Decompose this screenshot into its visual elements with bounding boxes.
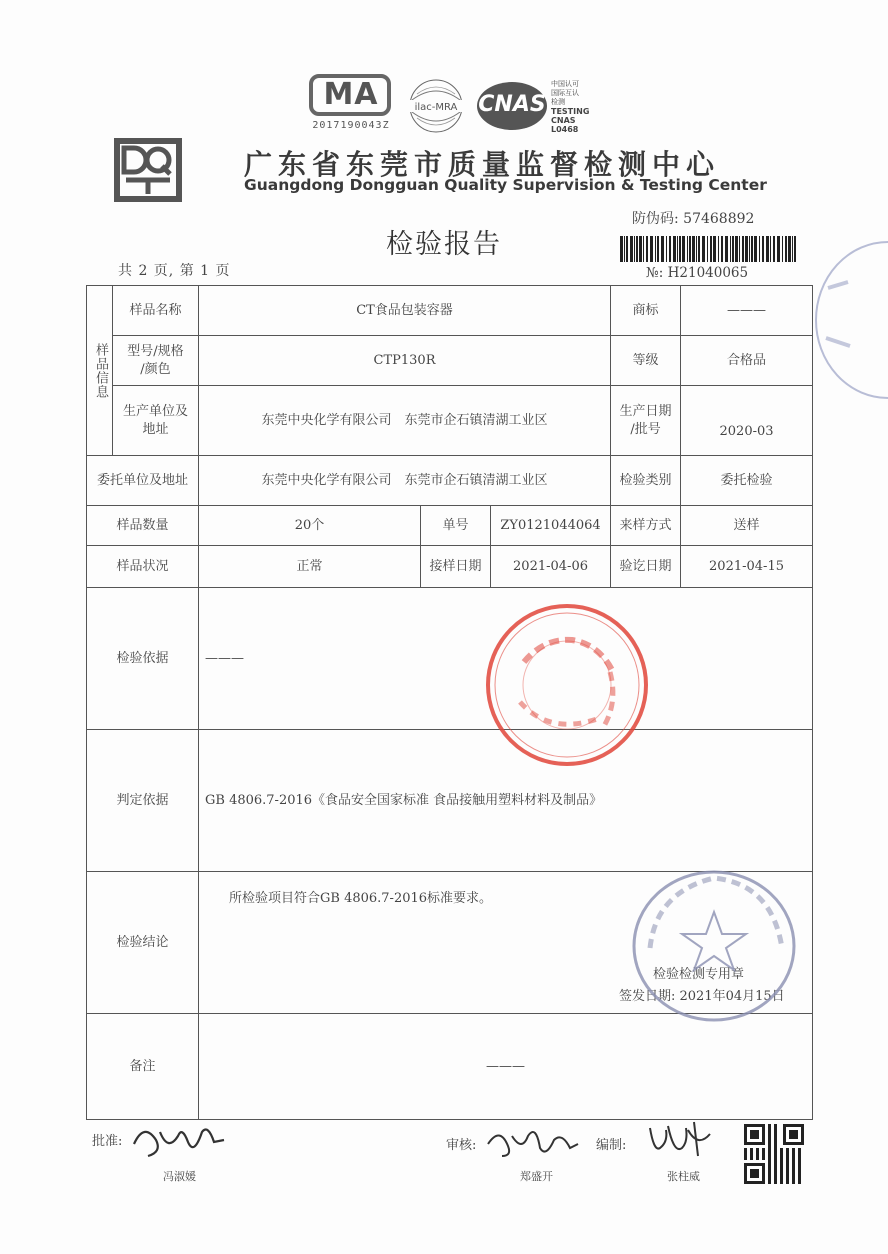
qr-module [798,1154,801,1157]
cma-logo-text: MA [323,77,379,112]
barcode-bar [751,236,753,262]
anti-fake-code: 防伪码: 57468892 [632,211,755,227]
qr-module [774,1139,777,1142]
producer-value: 东莞中央化学有限公司 东莞市企石镇清湖工业区 [199,386,611,456]
qr-module [774,1178,777,1181]
barcode-bar [739,236,740,262]
approve-name: 冯淑媛 [163,1170,196,1183]
qr-module [768,1172,771,1175]
qr-module [774,1163,777,1166]
order-no-label: 单号 [421,506,491,546]
qr-module [750,1148,753,1151]
barcode-bar [692,236,695,262]
issuer-value: 检验检测专用章 [653,967,745,982]
qr-module [780,1181,783,1184]
barcode-bar [687,236,688,262]
prod-date-label-line-1: 生产日期 [619,403,672,419]
company-seal [484,602,650,768]
compile-label: 编制: [596,1138,627,1153]
barcode-bar [794,236,796,262]
qr-module [774,1145,777,1148]
qr-module [768,1130,771,1133]
qr-module [744,1151,747,1154]
barcode-bar [634,236,635,262]
cnas-side-line: 国际互认 [551,89,579,97]
qr-module [744,1157,747,1160]
barcode-bar [677,236,678,262]
table-row [87,506,813,546]
qr-module [798,1160,801,1163]
barcode-bar [785,236,787,262]
qr-module [750,1157,753,1160]
qr-module [792,1154,795,1157]
barcode-bar [666,236,667,262]
qr-module [762,1151,765,1154]
qr-module [792,1172,795,1175]
qr-module [774,1151,777,1154]
table-row [87,730,813,872]
qr-module [774,1169,777,1172]
qr-module [786,1166,789,1169]
sample-name-label: 样品名称 [113,286,199,336]
qr-module [768,1136,771,1139]
qr-module [798,1148,801,1151]
qr-module [768,1154,771,1157]
cnas-side-line: CNAS L0468 [551,116,579,134]
ilac-logo-text: ilac-MRA [414,102,458,113]
barcode-bar [639,236,642,262]
report-number: №: H21040065 [646,265,749,281]
barcode-bar [650,236,653,262]
client-value: 东莞中央化学有限公司 东莞市企石镇清湖工业区 [199,456,611,506]
partial-seal [808,238,888,402]
barcode-bar [626,236,628,262]
table-row [87,546,813,588]
qr-module [786,1181,789,1184]
judge-value: GB 4806.7-2016《食品安全国家标准 食品接触用塑料材料及制品》 [199,730,813,872]
qr-module [774,1160,777,1163]
qr-module [786,1172,789,1175]
qr-module [768,1124,771,1127]
qr-module [780,1157,783,1160]
grade-value: 合格品 [681,336,813,386]
model-value: CTP130R [199,336,611,386]
barcode-bar [636,236,638,262]
table-row [87,386,813,456]
qr-module [792,1148,795,1151]
barcode-bar [792,236,793,262]
qr-module [774,1133,777,1136]
barcode [620,236,800,262]
qr-module [780,1175,783,1178]
basis-value: ——— [199,588,813,730]
approve-signature [130,1118,230,1162]
cnas-side-line: TESTING [551,107,590,116]
qr-module [780,1172,783,1175]
barcode-bar [759,236,760,262]
qr-module [780,1148,783,1151]
dqt-logo [112,136,184,204]
center-name-en: Guangdong Dongguan Quality Supervision & Testing Center [244,176,767,194]
qr-module [786,1148,789,1151]
qr-module [798,1178,801,1181]
qr-module [774,1136,777,1139]
qr-module [786,1169,789,1172]
qr-module [786,1163,789,1166]
table-row [87,1014,813,1120]
qr-module [768,1169,771,1172]
barcode-bar [762,236,764,262]
barcode-bar [689,236,691,262]
barcode-bar [630,236,633,262]
qr-finder [750,1130,759,1139]
qr-module [768,1157,771,1160]
qr-module [792,1166,795,1169]
certification-logos [305,74,605,138]
finish-date-label: 验讫日期 [611,546,681,588]
cnas-logo [477,78,605,134]
status-value: 正常 [199,546,421,588]
qr-module [768,1148,771,1151]
qr-module [792,1160,795,1163]
prod-date-label-line-2: /批号 [630,421,661,437]
barcode-bar [766,236,769,262]
test-type-value: 委托检验 [681,456,813,506]
barcode-bar [669,236,671,262]
prod-date-value: 2020-03 [681,386,813,456]
table-row [87,456,813,506]
qr-module [768,1160,771,1163]
barcode-bar [673,236,676,262]
qr-module [768,1133,771,1136]
qr-module [774,1142,777,1145]
qr-module [768,1139,771,1142]
qr-module [756,1154,759,1157]
barcode-bar [646,236,648,262]
sampling-value: 送样 [681,506,813,546]
qr-module [774,1166,777,1169]
qr-module [786,1160,789,1163]
qr-module [768,1163,771,1166]
qr-module [798,1181,801,1184]
model-label-line-2: /颜色 [140,361,171,377]
qr-module [786,1175,789,1178]
qr-module [792,1169,795,1172]
compile-name: 张柱威 [667,1170,700,1183]
center-name-cn: 广东省东莞市质量监督检测中心 [244,148,721,181]
qr-module [774,1130,777,1133]
ilac-mra-logo [407,78,465,134]
barcode-bar [730,236,731,262]
sample-name-value: CT食品包装容器 [199,286,611,336]
qr-module [768,1175,771,1178]
qr-module [792,1175,795,1178]
qr-module [768,1151,771,1154]
qr-module [768,1166,771,1169]
qr-module [762,1157,765,1160]
barcode-bar [725,236,728,262]
client-label: 委托单位及地址 [87,456,199,506]
qr-module [780,1154,783,1157]
producer-label-line-1: 生产单位及 [122,403,188,419]
qr-module [798,1157,801,1160]
qr-module [768,1181,771,1184]
qr-module [786,1151,789,1154]
barcode-bar [710,236,712,262]
qr-module [774,1124,777,1127]
qr-module [798,1151,801,1154]
qr-module [774,1148,777,1151]
qr-module [762,1148,765,1151]
barcode-bar [620,236,623,262]
qr-module [774,1181,777,1184]
report-title: 检验报告 [386,229,502,260]
barcode-bar [773,236,775,262]
barcode-bar [721,236,723,262]
qr-module [798,1172,801,1175]
finish-date-value: 2021-04-15 [681,546,813,588]
model-label-cell [113,336,199,386]
quantity-value: 20个 [199,506,421,546]
qr-module [774,1172,777,1175]
page-count: 共 2 页, 第 1 页 [118,263,231,279]
barcode-bar [718,236,719,262]
cnas-side-line: 检测 [551,98,565,106]
qr-module [768,1178,771,1181]
qr-module [762,1154,765,1157]
judge-label: 判定依据 [87,730,199,872]
test-type-label: 检验类别 [611,456,681,506]
barcode-bar [655,236,656,262]
qr-module [780,1169,783,1172]
barcode-bar [707,236,708,262]
qr-module [774,1157,777,1160]
review-signature [484,1124,584,1160]
barcode-bar [657,236,659,262]
cma-logo [305,74,397,138]
qr-module [792,1178,795,1181]
qr-module [792,1181,795,1184]
grade-label: 等级 [611,336,681,386]
qr-module [774,1154,777,1157]
qr-module [756,1151,759,1154]
qr-module [786,1157,789,1160]
qr-module [780,1166,783,1169]
qr-module [768,1127,771,1130]
table-row [87,286,813,336]
qr-module [798,1166,801,1169]
qr-module [756,1157,759,1160]
review-label: 审核: [446,1138,477,1153]
barcode-bar [624,236,625,262]
qr-module [744,1148,747,1151]
qr-module [768,1142,771,1145]
producer-label-cell [113,386,199,456]
qr-code [744,1124,804,1184]
qr-module [780,1160,783,1163]
receive-date-label: 接样日期 [421,546,491,588]
testing-seal [630,868,798,1024]
compile-signature [644,1120,716,1162]
remark-label: 备注 [87,1014,199,1120]
cnas-side-line: 中国认可 [551,80,579,88]
order-no-value: ZY0121044064 [491,506,611,546]
receive-date-value: 2021-04-06 [491,546,611,588]
barcode-bar [788,236,791,262]
conclusion-value: 所检验项目符合GB 4806.7-2016标准要求。 [229,891,493,906]
qr-module [780,1151,783,1154]
qr-module [792,1163,795,1166]
qr-module [798,1169,801,1172]
qr-module [750,1151,753,1154]
qr-module [774,1127,777,1130]
barcode-bar [713,236,716,262]
qr-module [798,1175,801,1178]
qr-module [780,1163,783,1166]
barcode-bar [696,236,697,262]
qr-module [750,1154,753,1157]
qr-module [780,1178,783,1181]
qr-module [792,1151,795,1154]
cnas-side-text [551,80,605,134]
sample-info-cell [87,286,113,456]
qr-finder [789,1130,798,1139]
sample-info-label: 样品信息 [93,342,108,399]
qr-module [798,1163,801,1166]
approve-label: 批准: [92,1134,123,1149]
barcode-bar [749,236,750,262]
prod-date-label-cell [611,386,681,456]
barcode-bar [770,236,771,262]
qr-module [768,1145,771,1148]
barcode-bar [682,236,685,262]
barcode-bar [698,236,700,262]
barcode-bar [679,236,681,262]
cma-code: 2017190043Z [312,120,390,131]
table-row [87,336,813,386]
barcode-bar [782,236,783,262]
review-name: 郑盛开 [520,1170,553,1183]
basis-label: 检验依据 [87,588,199,730]
cnas-logo-text: CNAS [478,92,546,117]
remark-value: ——— [199,1014,813,1120]
qr-module [774,1175,777,1178]
sampling-label: 来样方式 [611,506,681,546]
status-label: 样品状况 [87,546,199,588]
qr-module [786,1154,789,1157]
barcode-bar [643,236,644,262]
conclusion-label: 检验结论 [87,872,199,1014]
barcode-bar [745,236,748,262]
issue-date-value: 签发日期: 2021年04月15日 [619,989,785,1004]
table-row [87,588,813,730]
barcode-bar [732,236,734,262]
qr-module [756,1148,759,1151]
barcode-bar [702,236,705,262]
barcode-bar [777,236,780,262]
barcode-bar [735,236,738,262]
qr-module [792,1157,795,1160]
model-label-line-1: 型号/规格 [127,343,184,359]
barcode-bar [661,236,664,262]
quantity-label: 样品数量 [87,506,199,546]
barcode-bar [742,236,744,262]
producer-label-line-2: 地址 [142,421,169,437]
barcode-bar [754,236,757,262]
qr-module [744,1154,747,1157]
trademark-label: 商标 [611,286,681,336]
qr-finder [750,1169,759,1178]
qr-module [786,1178,789,1181]
trademark-value: ——— [681,286,813,336]
